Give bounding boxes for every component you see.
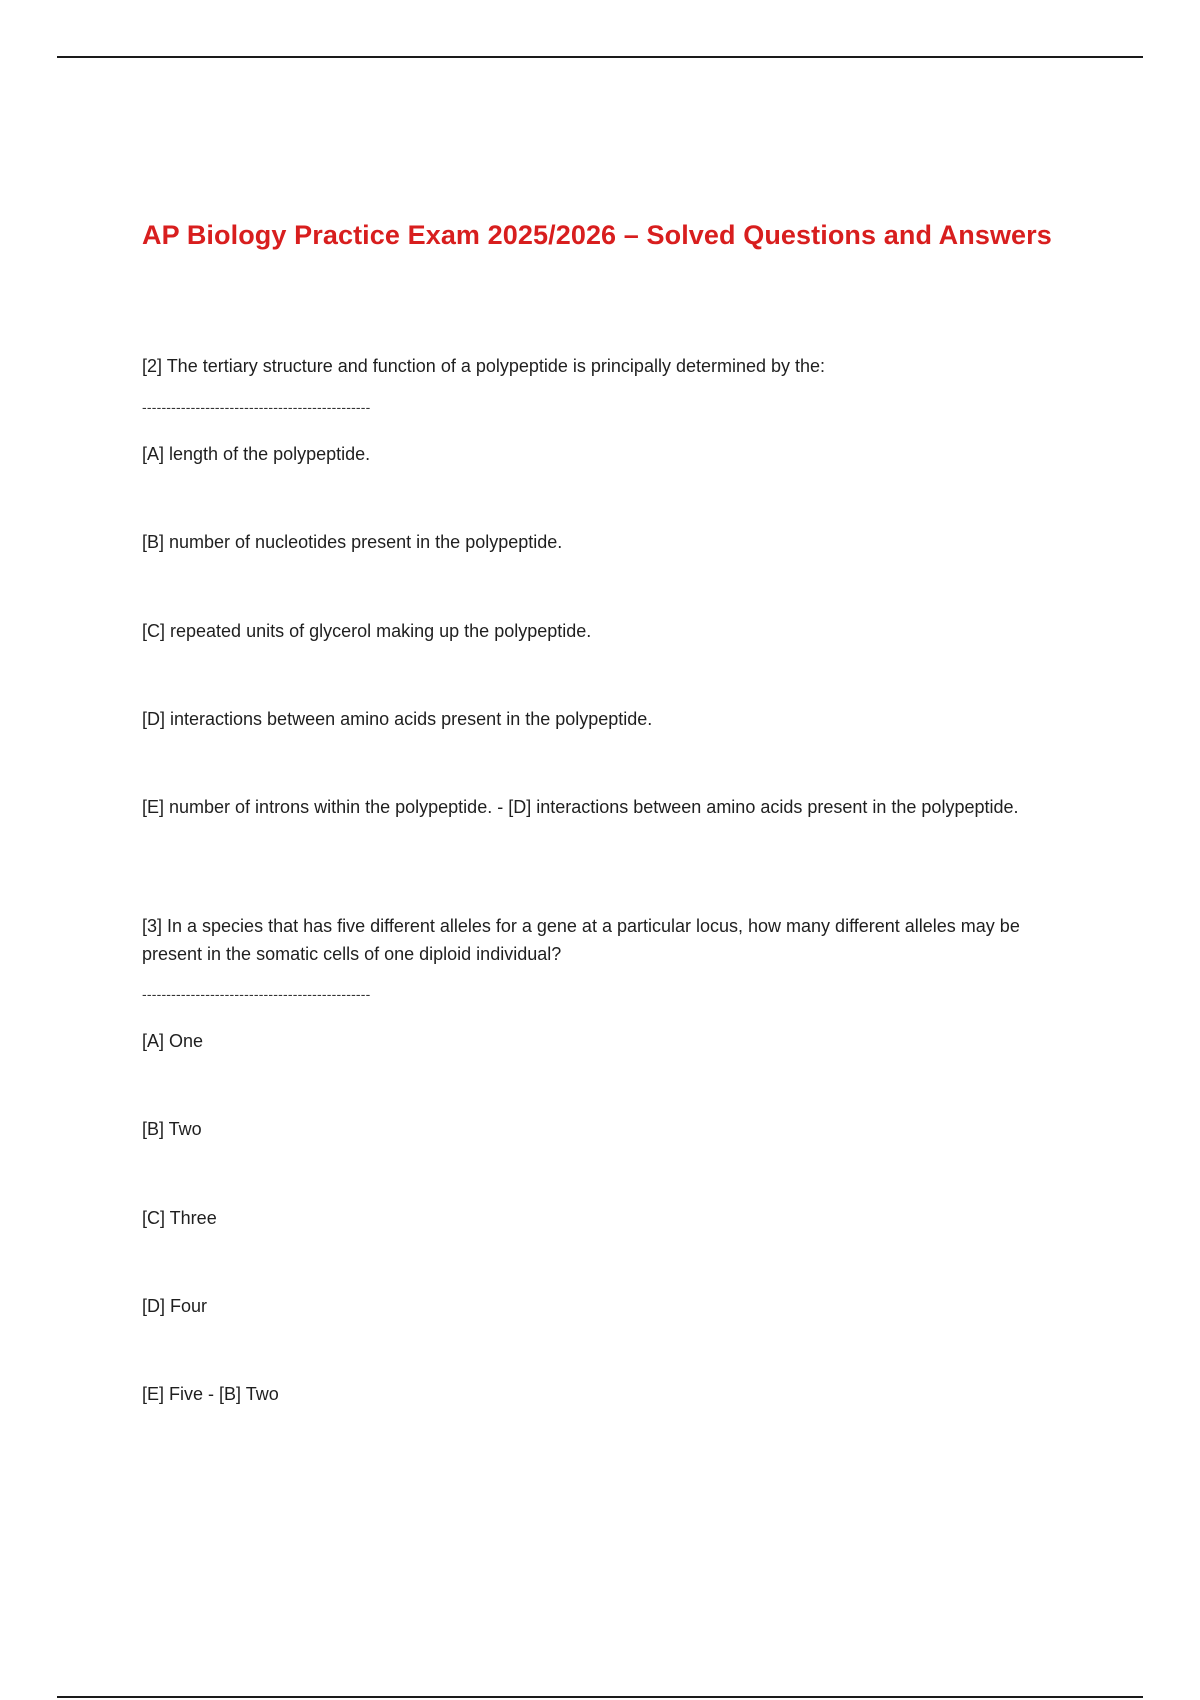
question-2-option-b: [B] number of nucleotides present in the polypeptide. xyxy=(142,532,563,552)
question-2-option-c: [C] repeated units of glycerol making up the polypeptide. xyxy=(142,621,592,641)
document-body xyxy=(142,216,1072,1404)
question-3-option-b: [B] Two xyxy=(142,1119,202,1139)
question-2-option-d: [D] interactions between amino acids present in the polypeptide. xyxy=(142,709,653,729)
question-3-option-a: [A] One xyxy=(142,1031,204,1051)
question-3-option-e-answer: [E] Five - [B] Two xyxy=(142,1384,279,1404)
bottom-rule xyxy=(57,1696,1143,1698)
question-2-option-e-answer: [E] number of introns within the polypeptide. - [D] interactions between amino acids present in the polypeptide. xyxy=(142,797,1019,817)
question-2-separator: ----------------------------------------------- xyxy=(142,399,371,415)
question-2-option-a: [A] length of the polypeptide. xyxy=(142,444,371,464)
document-title: AP Biology Practice Exam 2025/2026 – Solved Questions and Answers xyxy=(142,220,1052,250)
question-3-text: [3] In a species that has five different alleles for a gene at a particular locus, how many different alleles may be present in the somatic cells of one diploid individual? xyxy=(142,916,1020,964)
top-rule xyxy=(57,56,1143,58)
question-3-separator: ----------------------------------------------- xyxy=(142,986,371,1002)
question-2-text: [2] The tertiary structure and function of a polypeptide is principally determined by the: xyxy=(142,356,826,376)
question-3-option-d: [D] Four xyxy=(142,1296,208,1316)
question-3-option-c: [C] Three xyxy=(142,1208,217,1228)
